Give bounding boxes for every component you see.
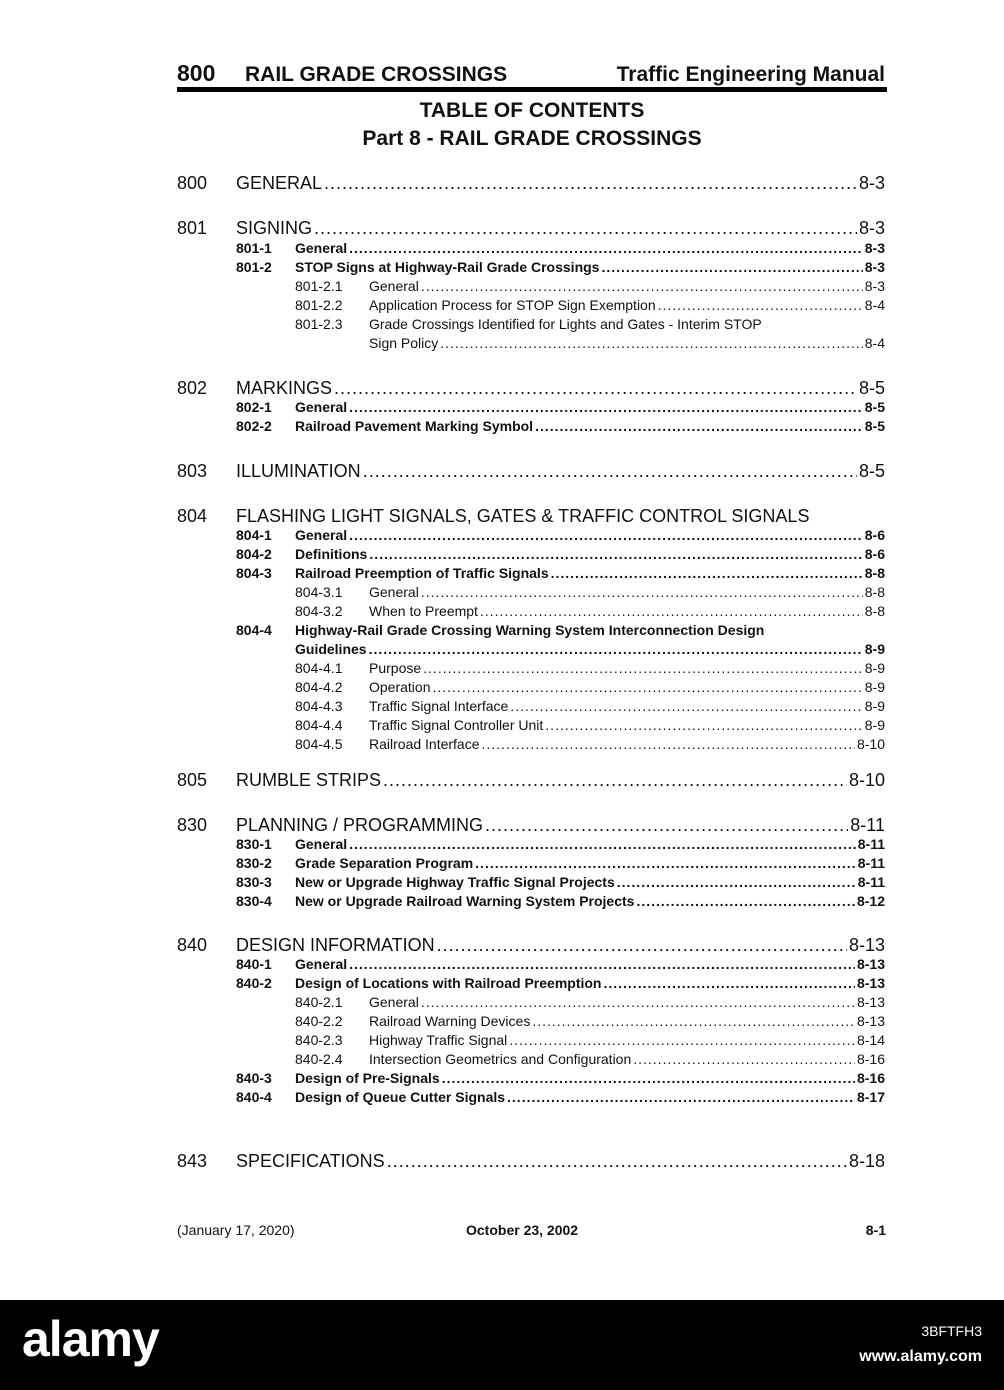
toc-entry-page: 8-10 <box>848 770 885 790</box>
toc-entry-number: 804-4.4 <box>295 717 343 733</box>
toc-entry-number: 804-3.2 <box>295 603 343 619</box>
toc-entry-page: 8-4 <box>864 335 885 351</box>
toc-entry-title: General <box>369 278 419 294</box>
toc-entry-title: General <box>295 527 348 543</box>
dot-leader <box>363 461 857 482</box>
toc-entry-title: Railroad Preemption of Traffic Signals <box>295 565 549 581</box>
toc-entry-number: 804-4 <box>236 622 272 638</box>
toc-entry-page: 8-16 <box>856 1070 885 1086</box>
toc-entry-number: 802-1 <box>236 399 272 415</box>
toc-entry-title: Grade Crossings Identified for Lights and Gates - Interim STOP <box>369 316 762 332</box>
toc-entry[interactable] <box>177 173 885 195</box>
toc-entry-page: 8-3 <box>858 218 885 238</box>
toc-entry-page: 8-13 <box>856 1013 885 1029</box>
dot-leader <box>507 1089 855 1105</box>
toc-entry-title: Operation <box>369 679 431 695</box>
toc-entry-page: 8-13 <box>856 956 885 972</box>
toc-entry[interactable] <box>177 316 885 351</box>
toc-entry-number: 802-2 <box>236 418 272 434</box>
toc-entry[interactable] <box>177 935 885 957</box>
toc-entry-number: 804-2 <box>236 546 272 562</box>
toc-entry-page: 8-16 <box>856 1051 885 1067</box>
dot-leader <box>601 259 862 275</box>
toc-entry-title: DESIGN INFORMATION <box>236 935 435 955</box>
dot-leader <box>545 717 862 733</box>
toc-entry-number: 830-1 <box>236 836 272 852</box>
watermark-banner <box>0 1300 1004 1390</box>
dot-leader <box>480 603 863 619</box>
toc-entry-page: 8-11 <box>857 836 885 852</box>
toc-entry-number: 840-1 <box>236 956 272 972</box>
toc-entry-page: 8-13 <box>856 994 885 1010</box>
toc-entry-number: 801-2.1 <box>295 278 343 294</box>
dot-leader <box>334 378 857 399</box>
dot-leader <box>633 1051 855 1067</box>
toc-entry-title: SIGNING <box>236 218 313 238</box>
toc-entry-title: General <box>295 399 348 415</box>
toc-entry-title: PLANNING / PROGRAMMING <box>236 815 484 835</box>
toc-heading: TABLE OF CONTENTS <box>419 99 645 122</box>
toc-entry-page: 8-13 <box>856 975 885 991</box>
toc-entry-page: 8-5 <box>864 399 885 415</box>
running-header <box>177 60 885 90</box>
toc-entry-title: Traffic Signal Controller Unit <box>369 717 544 733</box>
alamy-logo: alamy <box>22 1311 159 1367</box>
toc-entry-title: Grade Separation Program <box>295 855 474 871</box>
toc-entry-page: 8-4 <box>864 297 885 313</box>
toc-entry-number: 804-4.1 <box>295 660 343 676</box>
toc-entry-number: 804-3 <box>236 565 272 581</box>
toc-entry-number: 840-2.1 <box>295 994 343 1010</box>
dot-leader <box>440 335 863 351</box>
toc-entry-page: 8-9 <box>864 660 885 676</box>
toc-entry-title: New or Upgrade Railroad Warning System Projects <box>295 893 635 909</box>
dot-leader <box>387 1151 847 1172</box>
toc-entry-number: 840-2.4 <box>295 1051 343 1067</box>
toc-entry-number: 804-1 <box>236 527 272 543</box>
dot-leader <box>509 1032 855 1048</box>
toc-entry-title: RUMBLE STRIPS <box>236 770 382 790</box>
toc-entry[interactable] <box>177 736 885 758</box>
toc-entry-title: Railroad Pavement Marking Symbol <box>295 418 534 434</box>
dot-leader <box>349 836 856 852</box>
toc-entry-number: 840-4 <box>236 1089 272 1105</box>
toc-entry-title: When to Preempt <box>369 603 478 619</box>
toc-entry-number: 803 <box>177 461 208 481</box>
dot-leader <box>658 297 863 313</box>
toc-entry-page: 8-18 <box>848 1151 885 1171</box>
toc-entry-title: Design of Locations with Railroad Preemption <box>295 975 602 991</box>
dot-leader <box>432 679 862 695</box>
dot-leader <box>442 1070 855 1086</box>
toc-entry-number: 830-4 <box>236 893 272 909</box>
toc-entry-title: MARKINGS <box>236 378 333 398</box>
toc-entry-page: 8-14 <box>856 1032 885 1048</box>
dot-leader <box>421 584 863 600</box>
toc-entry-title: Highway-Rail Grade Crossing Warning System Interconnection Design <box>295 622 765 638</box>
toc-entry-number: 840-2.2 <box>295 1013 343 1029</box>
toc-entry-title: STOP Signs at Highway-Rail Grade Crossings <box>295 259 600 275</box>
toc-entry-page: 8-5 <box>858 378 885 398</box>
toc-entry-number: 840-2 <box>236 975 272 991</box>
toc-entry-number: 804-4.2 <box>295 679 343 695</box>
dot-leader <box>369 641 863 657</box>
dot-leader <box>369 546 862 562</box>
toc-entry-title: Design of Queue Cutter Signals <box>295 1089 506 1105</box>
toc-entry-number: 800 <box>177 173 208 193</box>
toc-entry-number: 840-3 <box>236 1070 272 1086</box>
toc-entry-page: 8-11 <box>857 855 885 871</box>
toc-entry-page: 8-9 <box>864 717 885 733</box>
toc-entry-title: General <box>295 956 348 972</box>
watermark-url: www.alamy.com <box>859 1348 982 1365</box>
dot-leader <box>617 874 856 890</box>
dot-leader <box>437 935 847 956</box>
toc-entry-page: 8-17 <box>856 1089 885 1105</box>
toc-entry-number: 804 <box>177 506 208 526</box>
header-manual-title: Traffic Engineering Manual <box>616 63 885 86</box>
toc-entry[interactable] <box>177 418 885 440</box>
toc-entry-title: Highway Traffic Signal <box>369 1032 508 1048</box>
toc-entry-page: 8-5 <box>864 418 885 434</box>
toc-entry-number: 801-2 <box>236 259 272 275</box>
toc-entry-title: ILLUMINATION <box>236 461 361 481</box>
toc-entry-title: Application Process for STOP Sign Exemption <box>369 297 656 313</box>
toc-entry-page: 8-3 <box>864 259 885 275</box>
dot-leader <box>510 698 862 714</box>
footer-issue-date: October 23, 2002 <box>466 1222 579 1238</box>
toc-entry-page: 8-11 <box>857 874 885 890</box>
toc-entry-page: 8-13 <box>848 935 885 955</box>
toc-entry-page: 8-12 <box>856 893 885 909</box>
dot-leader <box>475 855 856 871</box>
toc-entry-page: 8-8 <box>864 565 885 581</box>
toc-entry-page: 8-8 <box>864 603 885 619</box>
toc-entry[interactable] <box>177 378 885 400</box>
dot-leader <box>314 218 857 239</box>
dot-leader <box>485 815 848 836</box>
toc-entry-page: 8-3 <box>864 240 885 256</box>
toc-entry-page: 8-3 <box>858 173 885 193</box>
toc-entry-title: Definitions <box>295 546 368 562</box>
toc-subheading: Part 8 - RAIL GRADE CROSSINGS <box>362 127 702 150</box>
toc-entry-number: 830-2 <box>236 855 272 871</box>
toc-entry[interactable] <box>177 815 885 837</box>
dot-leader <box>349 527 863 543</box>
toc-entry-number: 801-2.3 <box>295 316 343 332</box>
toc-entry-page: 8-3 <box>864 278 885 294</box>
dot-leader <box>349 399 863 415</box>
image-id: 3BFTFH3 <box>921 1323 982 1339</box>
toc-entry[interactable] <box>177 622 885 657</box>
toc-entry[interactable] <box>177 1089 885 1111</box>
header-section-title: RAIL GRADE CROSSINGS <box>245 63 508 86</box>
toc-entry-title: Intersection Geometrics and Configuration <box>369 1051 632 1067</box>
toc-entry-number: 843 <box>177 1151 208 1171</box>
toc-entry-number: 802 <box>177 378 208 398</box>
toc-entry-title: General <box>295 240 348 256</box>
toc-entry-page: 8-10 <box>856 736 885 752</box>
toc-entry-title-continued: Sign Policy <box>369 335 439 351</box>
toc-entry-title: Design of Pre-Signals <box>295 1070 440 1086</box>
dot-leader <box>551 565 863 581</box>
toc-entry-title-continued: Guidelines <box>295 641 367 657</box>
toc-entry-title: FLASHING LIGHT SIGNALS, GATES & TRAFFIC CONTROL SIGNALS <box>236 506 810 526</box>
toc-entry-number: 804-3.1 <box>295 584 343 600</box>
toc-entry-number: 804-4.5 <box>295 736 343 752</box>
toc-entry-number: 830 <box>177 815 208 835</box>
toc-entry[interactable] <box>177 893 885 915</box>
toc-entry-page: 8-6 <box>864 527 885 543</box>
toc-entry-title: GENERAL <box>236 173 323 193</box>
toc-entry[interactable] <box>177 1151 885 1173</box>
toc-entry[interactable] <box>177 506 885 528</box>
toc-entry[interactable] <box>177 218 885 240</box>
toc-entry-page: 8-9 <box>864 698 885 714</box>
toc-entry-title: Railroad Warning Devices <box>369 1013 531 1029</box>
toc-entry-title: Traffic Signal Interface <box>369 698 509 714</box>
toc-entry-title: Purpose <box>369 660 422 676</box>
toc-entry-title: General <box>369 994 419 1010</box>
header-part-number: 800 <box>177 60 216 86</box>
dot-leader <box>532 1013 855 1029</box>
header-rule <box>177 87 887 92</box>
toc-entry[interactable] <box>177 770 885 792</box>
toc-entry-number: 801-2.2 <box>295 297 343 313</box>
dot-leader <box>349 240 863 256</box>
toc-entry-page: 8-9 <box>864 641 885 657</box>
toc-entry-number: 801-1 <box>236 240 272 256</box>
dot-leader <box>535 418 863 434</box>
toc-entry-title: General <box>295 836 348 852</box>
toc-entry-number: 805 <box>177 770 208 790</box>
toc-entry-title: New or Upgrade Highway Traffic Signal Projects <box>295 874 615 890</box>
dot-leader <box>421 994 855 1010</box>
toc-entry-page: 8-6 <box>864 546 885 562</box>
footer-revision-date: (January 17, 2020) <box>177 1222 295 1238</box>
dot-leader <box>603 975 854 991</box>
footer-page-number: 8-1 <box>865 1222 886 1238</box>
toc-entry-title: SPECIFICATIONS <box>236 1151 385 1171</box>
dot-leader <box>324 173 857 194</box>
toc-entry-number: 804-4.3 <box>295 698 343 714</box>
dot-leader <box>636 893 855 909</box>
toc-entry-page: 8-11 <box>850 815 885 835</box>
toc-entry-page: 8-8 <box>864 584 885 600</box>
toc-entry-page: 8-5 <box>858 461 885 481</box>
toc-entry-number: 840-2.3 <box>295 1032 343 1048</box>
dot-leader <box>349 956 855 972</box>
toc-entry-number: 840 <box>177 935 208 955</box>
toc-entry-number: 830-3 <box>236 874 272 890</box>
toc-entry-number: 801 <box>177 218 208 238</box>
toc-entry-title: General <box>369 584 419 600</box>
dot-leader <box>423 660 863 676</box>
toc-entry-title: Railroad Interface <box>369 736 480 752</box>
dot-leader <box>383 770 847 791</box>
dot-leader <box>482 736 855 752</box>
toc-entry[interactable] <box>177 461 885 483</box>
toc-entry-page: 8-9 <box>864 679 885 695</box>
dot-leader <box>421 278 863 294</box>
